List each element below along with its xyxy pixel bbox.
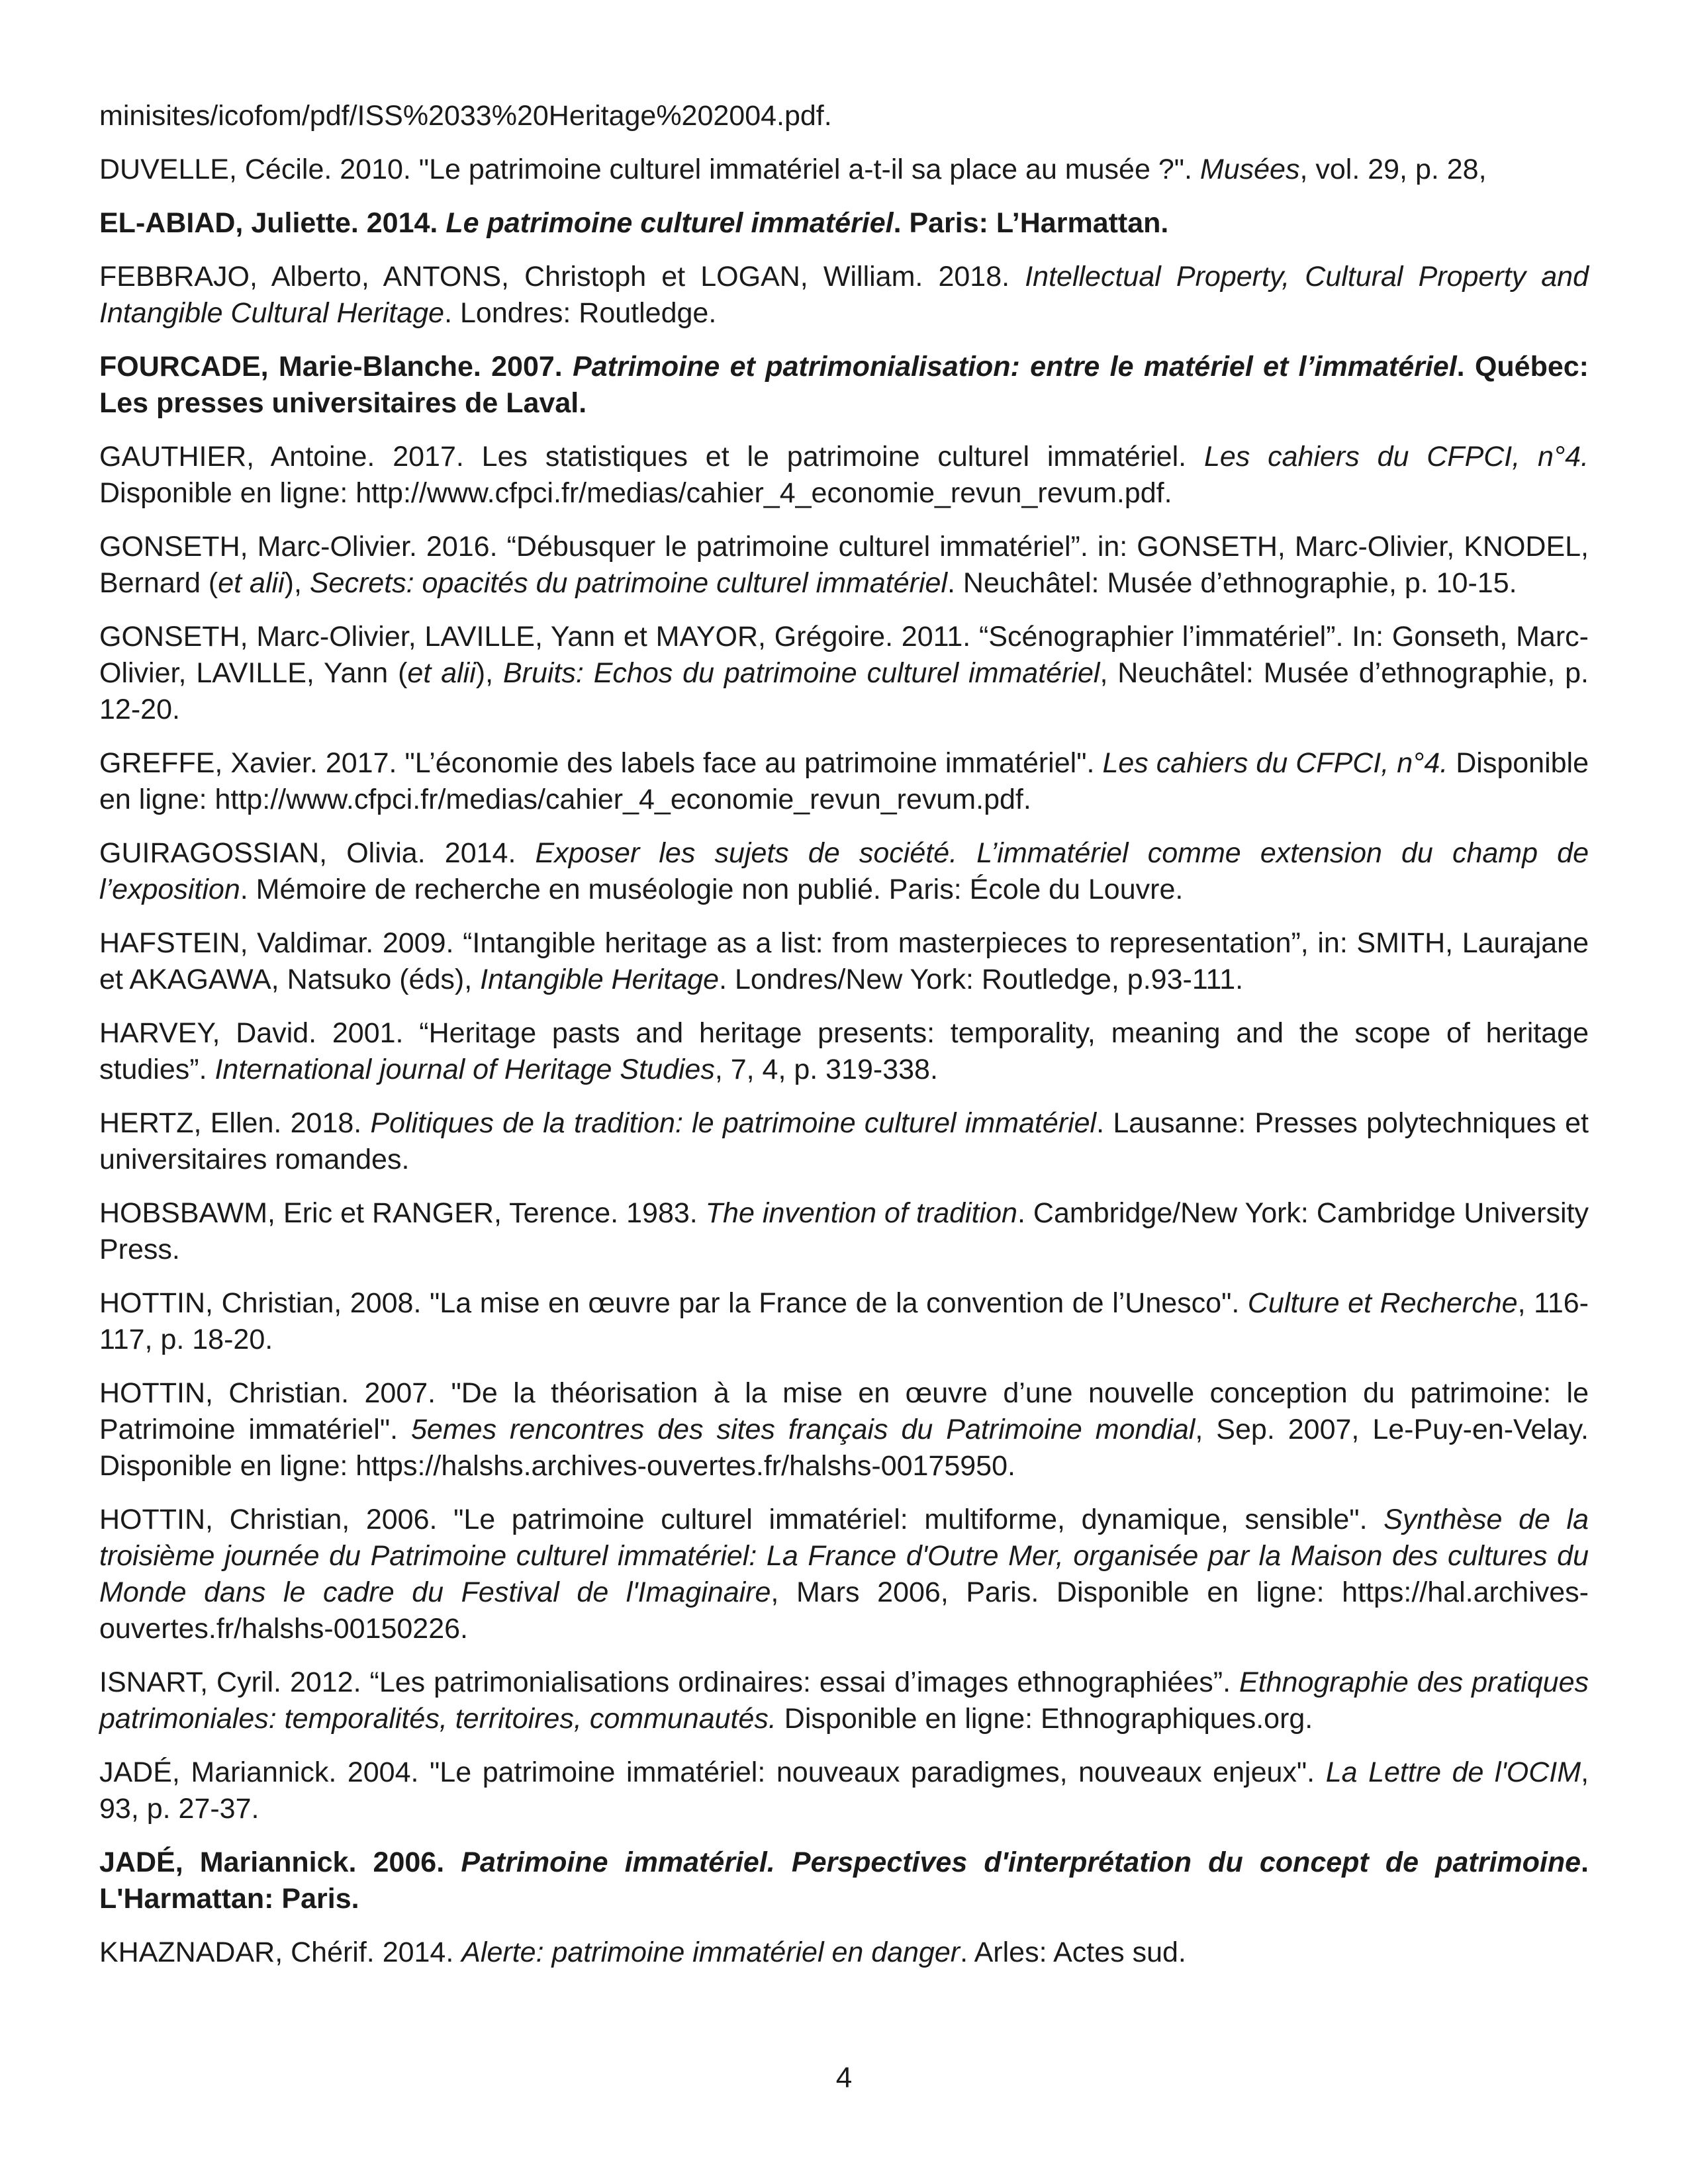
entry-title-italic: Musées (1199, 154, 1300, 185)
entry-title-italic: Alerte: patrimoine immatériel en danger (461, 1936, 961, 1968)
entry-text: DUVELLE, Cécile. 2010. "Le patrimoine culturel immatériel a-t-il sa place au musée ?". (99, 154, 1200, 185)
bibliography-entry (99, 1105, 1589, 1178)
entry-title-italic: Intangible Heritage (480, 964, 720, 995)
entry-text: , Mars 2006, Paris. Disponible en ligne: https://hal.archives-ouvertes.fr/halshs-00150226. (99, 1576, 1589, 1645)
entry-title-italic: Intellectual Property, Cultural Property and Intangible Cultural Heritage (99, 261, 1589, 329)
entry-text: FEBBRAJO, Alberto, ANTONS, Christoph et LOGAN, William. 2018. (99, 261, 1025, 293)
entry-text: HERTZ, Ellen. 2018. (99, 1107, 371, 1139)
entry-title-italic: Culture et Recherche (1247, 1287, 1518, 1319)
entry-text: Disponible en ligne: http://www.cfpci.fr/medias/cahier_4_economie_revun_revum.pdf. (99, 747, 1589, 815)
entry-title-italic: International journal of Heritage Studies (214, 1054, 715, 1085)
entry-text: , vol. 29, p. 28, (1299, 154, 1487, 185)
entry-title-italic: Politiques de la tradition: le patrimoine culturel immatériel (370, 1107, 1097, 1139)
bibliography-entry (99, 745, 1589, 818)
entry-title-italic: Les cahiers du CFPCI, n°4. (1102, 747, 1448, 779)
bibliography-entry (99, 1934, 1589, 1971)
bibliography-entry (99, 1375, 1589, 1484)
bibliography-entry (99, 1664, 1589, 1737)
entry-text: . L'Harmattan: Paris. (99, 1846, 1589, 1915)
bibliography-entry (99, 1502, 1589, 1647)
entry-text: , Sep. 2007, Le-Puy-en-Velay. Disponible en ligne: https://halshs.archives-ouvertes.fr/halshs-00175950. (99, 1414, 1589, 1482)
bibliography-entry (99, 439, 1589, 512)
entry-text: HOTTIN, Christian, 2008. "La mise en œuvre par la France de la convention de l’Unesco". (99, 1287, 1248, 1319)
entry-text: , 116-117, p. 18-20. (99, 1287, 1589, 1355)
entry-title-italic: 5emes rencontres des sites français du Patrimoine mondial (411, 1414, 1196, 1445)
entry-text: GONSETH, Marc-Olivier, LAVILLE, Yann et MAYOR, Grégoire. 2011. “Scénographier l’immatériel”. In: Gonseth, Marc-Olivier, LAVILLE, Yann ( (99, 621, 1589, 689)
bibliography-entry (99, 619, 1589, 728)
entry-text: . Londres/New York: Routledge, p.93-111. (719, 964, 1244, 995)
bibliography-entry (99, 1015, 1589, 1088)
entry-title-italic: The invention of tradition (705, 1197, 1017, 1229)
entry-text: . Québec: Les presses universitaires de Laval. (99, 351, 1589, 419)
entry-text: HAFSTEIN, Valdimar. 2009. “Intangible heritage as a list: from masterpieces to representation”, in: SMITH, Laurajane et AKAGAWA, Natsuko (éds), (99, 927, 1589, 995)
entry-text: JADÉ, Mariannick. 2004. "Le patrimoine immatériel: nouveaux paradigmes, nouveaux enjeux". (99, 1756, 1326, 1788)
entry-text: , 93, p. 27-37. (99, 1756, 1589, 1825)
entry-text: JADÉ, Mariannick. 2006. (99, 1846, 461, 1878)
bibliography-entry (99, 1754, 1589, 1827)
entry-text: KHAZNADAR, Chérif. 2014. (99, 1936, 462, 1968)
entry-text: , 7, 4, p. 319-338. (714, 1054, 938, 1085)
bibliography-list (99, 98, 1589, 1971)
entry-title-italic: Le patrimoine culturel immatériel (445, 207, 894, 239)
entry-text: . Mémoire de recherche en muséologie non publié. Paris: École du Louvre. (240, 874, 1184, 905)
entry-text: HOTTIN, Christian, 2006. "Le patrimoine culturel immatériel: multiforme, dynamique, sensible". (99, 1504, 1384, 1535)
bibliography-entry (99, 835, 1589, 908)
entry-title-italic: Exposer les sujets de société. L’immatériel comme extension du champ de l’exposition (99, 837, 1589, 905)
entry-text: HOBSBAWM, Eric et RANGER, Terence. 1983. (99, 1197, 706, 1229)
bibliography-entry (99, 349, 1589, 422)
entry-text: EL-ABIAD, Juliette. 2014. (99, 207, 446, 239)
entry-text: . Lausanne: Presses polytechniques et universitaires romandes. (99, 1107, 1589, 1175)
bibliography-entry (99, 1195, 1589, 1268)
bibliography-entry (99, 925, 1589, 998)
entry-text: ), (284, 567, 310, 599)
bibliography-entry (99, 529, 1589, 602)
entry-text: ), (475, 657, 503, 689)
entry-text: . Paris: L’Harmattan. (893, 207, 1169, 239)
bibliography-entry (99, 205, 1589, 242)
entry-title-italic: La Lettre de l'OCIM (1325, 1756, 1581, 1788)
entry-text: . Cambridge/New York: Cambridge University Press. (99, 1197, 1589, 1265)
entry-title-italic: Synthèse de la troisième journée du Patrimoine culturel immatériel: La France d'Outre Mer, organisée par la Maison des cultures du Monde dans le cadre du Festival de l'Imaginaire (99, 1504, 1589, 1608)
bibliography-entry (99, 1285, 1589, 1358)
entry-text: GAUTHIER, Antoine. 2017. Les statistiques et le patrimoine culturel immatériel. (99, 441, 1204, 473)
bibliography-entry (99, 1844, 1589, 1917)
page-number: 4 (835, 2062, 853, 2094)
bibliography-entry (99, 259, 1589, 332)
entry-text: Disponible en ligne: http://www.cfpci.fr/medias/cahier_4_economie_revun_revum.pdf. (99, 477, 1172, 509)
entry-title-italic: Patrimoine immatériel. Perspectives d'interprétation du concept de patrimoine (461, 1846, 1581, 1878)
entry-text: , Neuchâtel: Musée d’ethnographie, p. 12-20. (99, 657, 1589, 725)
entry-title-italic: Patrimoine et patrimonialisation: entre le matériel et l’immatériel (573, 351, 1457, 383)
entry-title-italic: et alii (218, 567, 285, 599)
entry-text: Disponible en ligne: Ethnographiques.org. (776, 1703, 1313, 1735)
entry-text: GUIRAGOSSIAN, Olivia. 2014. (99, 837, 536, 869)
bibliography-entry (99, 98, 1589, 134)
entry-text: FOURCADE, Marie-Blanche. 2007. (99, 351, 573, 383)
entry-title-italic: Bruits: Echos du patrimoine culturel immatériel (502, 657, 1100, 689)
entry-title-italic: et alii (407, 657, 476, 689)
entry-title-italic: Ethnographie des pratiques patrimoniales: temporalités, territoires, communautés. (99, 1666, 1589, 1735)
entry-text: . Londres: Routledge. (444, 297, 717, 329)
entry-text: minisites/icofom/pdf/ISS%2033%20Heritage%202004.pdf. (99, 100, 832, 132)
entry-text: ISNART, Cyril. 2012. “Les patrimonialisations ordinaires: essai d’images ethnographiées”. (99, 1666, 1240, 1698)
entry-text: HOTTIN, Christian. 2007. "De la théorisation à la mise en œuvre d’une nouvelle conception du patrimoine: le Patrimoine immatériel". (99, 1377, 1589, 1445)
entry-text: GONSETH, Marc-Olivier. 2016. “Débusquer le patrimoine culturel immatériel”. in: GONSETH, Marc-Olivier, KNODEL, Bernard ( (99, 531, 1589, 599)
entry-title-italic: Secrets: opacités du patrimoine culturel immatériel (309, 567, 947, 599)
bibliography-entry (99, 152, 1589, 188)
entry-text: HARVEY, David. 2001. “Heritage pasts and heritage presents: temporality, meaning and the scope of heritage studies”. (99, 1017, 1589, 1085)
entry-text: GREFFE, Xavier. 2017. "L’économie des labels face au patrimoine immatériel". (99, 747, 1103, 779)
entry-text: . Neuchâtel: Musée d’ethnographie, p. 10-15. (947, 567, 1517, 599)
entry-text: . Arles: Actes sud. (960, 1936, 1186, 1968)
entry-title-italic: Les cahiers du CFPCI, n°4. (1203, 441, 1589, 473)
bibliography-page (99, 98, 1589, 1988)
